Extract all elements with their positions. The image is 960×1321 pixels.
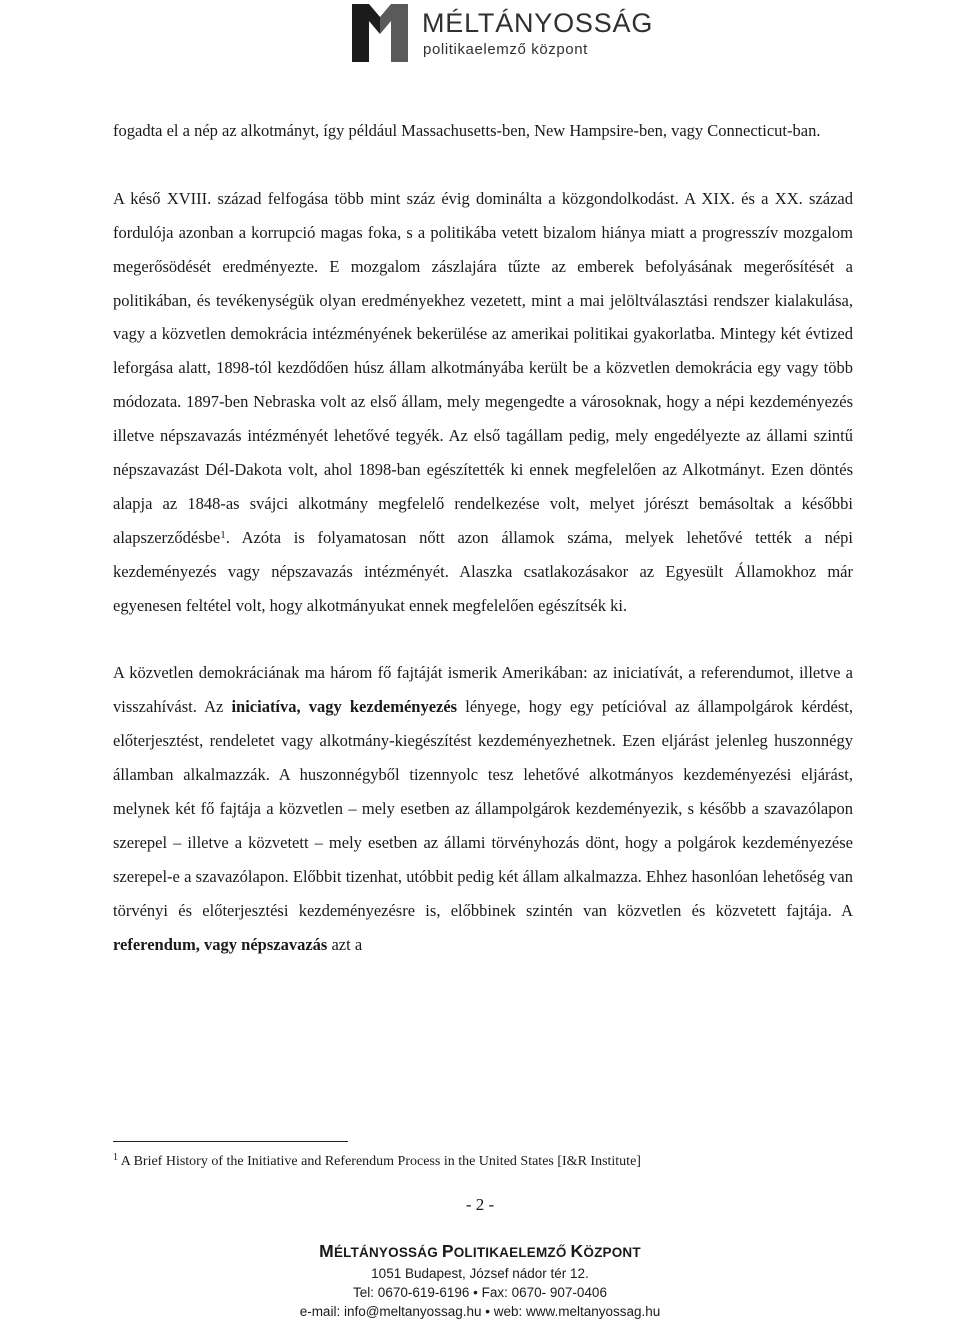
footnote-marker: 1 — [113, 1152, 118, 1163]
text-run: . Azóta is folyamatosan nőtt azon államok száma, melyek lehetővé tették a népi kezdeményezés vagy népszavazás intézményét. Alaszka csatlakozásakor az Egyesült Államokhoz már egyenesen feltétel volt, hogy alkotmányukat ennek megfelelően egészítsék ki. — [113, 527, 853, 615]
brand-name: MÉLTÁNYOSSÁG — [422, 8, 654, 38]
document-body — [113, 114, 853, 962]
page-header — [352, 4, 672, 66]
footer-org-part: OLITIKAELEMZŐ — [453, 1245, 571, 1260]
meltanyossag-logo-icon — [352, 4, 408, 62]
brand-subtitle: politikaelemző központ — [423, 41, 588, 58]
paragraph — [113, 182, 853, 623]
footer-org-part: ÖZPONT — [583, 1245, 641, 1260]
bold-term: referendum, vagy népszavazás — [113, 934, 328, 954]
text-run: azt a — [327, 934, 363, 954]
footer-org-part: M — [319, 1241, 334, 1261]
footnote-divider — [113, 1141, 348, 1142]
page-number: - 2 - — [465, 1195, 495, 1214]
paragraph — [113, 656, 853, 961]
footer-phone: Tel: 0670-619-6196 • Fax: 0670- 907-0406 — [353, 1285, 607, 1300]
footer-org-part: ÉLTÁNYOSSÁG — [333, 1245, 442, 1260]
text-run: A késő XVIII. század felfogása több mint száz évig dominálta a közgondolkodást. A XIX. és a XX. század fordulója azonban a korrupció magas foka, s a politikába vetett bizalom hiánya miatt a progresszív mozgalom megerősödését eredményezte. E mozgalom zászlajára tűzte az emberek befolyásának megerősítését a politikában, és tevékenységük olyan eredményekhez vezetett, mint a mai jelöltválasztási rendszer kialakulása, vagy a közvetlen demokrácia intézményének bekerülése az amerikai politikai gyakorlatba. Mintegy két évtized leforgása alatt, 1898-tól kezdődően húsz állam alkotmányába került be a közvetlen demokrácia egy vagy több módozata. 1897-ben Nebraska volt az első állam, mely megengedte a városoknak, hogy a népi kezdeményezés illetve népszavazás intézményét lehetővé tegyék. Az első tagállam pedig, mely engedélyezte az állami szintű népszavazást Dél-Dakota volt, ahol 1898-ban egészítették ki ennek megfelelően az Alkotmányt. Ezen döntés alapja az 1848-as svájci alkotmány megfelelő rendelkezése volt, melyet jórészt bemásoltak a későbbi alapszerződésbe — [113, 188, 853, 547]
text-run: A közvetlen demokráciának ma három fő fajtáját ismerik Amerikában: az iniciatívát, a referendumot, illetve a visszahívást. Az — [113, 663, 853, 717]
footer-organization — [0, 1240, 960, 1264]
footer-org-part: P — [441, 1241, 454, 1261]
paragraph — [113, 114, 853, 148]
text-run: fogadta el a nép az alkotmányt, így például Massachusetts-ben, New Hampsire-ben, vagy Connecticut-ban. — [113, 121, 821, 140]
footnote-reference: 1 — [220, 528, 226, 541]
footnote — [113, 1152, 853, 1172]
text-run: lényege, hogy egy petícióval az állampolgárok kérdést, előterjesztést, rendeletet vagy alkotmány-kiegészítést kezdeményezhetnek. Ezen eljárást jelenleg huszonnégy államban alkalmazzák. A huszonnégyből tizennyolc tesz lehetővé alkotmányos kezdeményezési eljárást, melynek két fő fajtája a közvetlen – mely esetben az állampolgárok kezdeményezik, s később a szavazólapon szerepel – illetve a közvetett – mely esetben az állami törvényhozás dönt, hogy a polgárok kezdeményezése szerepel-e a szavazólapon. Előbbit tizenhat, utóbbit pedig két állam alkalmazza. Ehhez hasonlóan lehetőség van törvényi és előterjesztési kezdeményezésre is, előbbinek szintén van közvetlen és közvetett fajtája. A — [113, 697, 853, 920]
footnote-text: A Brief History of the Initiative and Referendum Process in the United States [I&R Institute] — [118, 1154, 641, 1169]
footer-contact: e-mail: info@meltanyossag.hu • web: www.meltanyossag.hu — [299, 1304, 661, 1319]
page-footer — [0, 1240, 960, 1321]
footer-org-part: K — [570, 1241, 584, 1261]
footer-address: 1051 Budapest, József nádor tér 12. — [371, 1266, 589, 1281]
bold-term: iniciatíva, vagy kezdeményezés — [231, 697, 458, 717]
